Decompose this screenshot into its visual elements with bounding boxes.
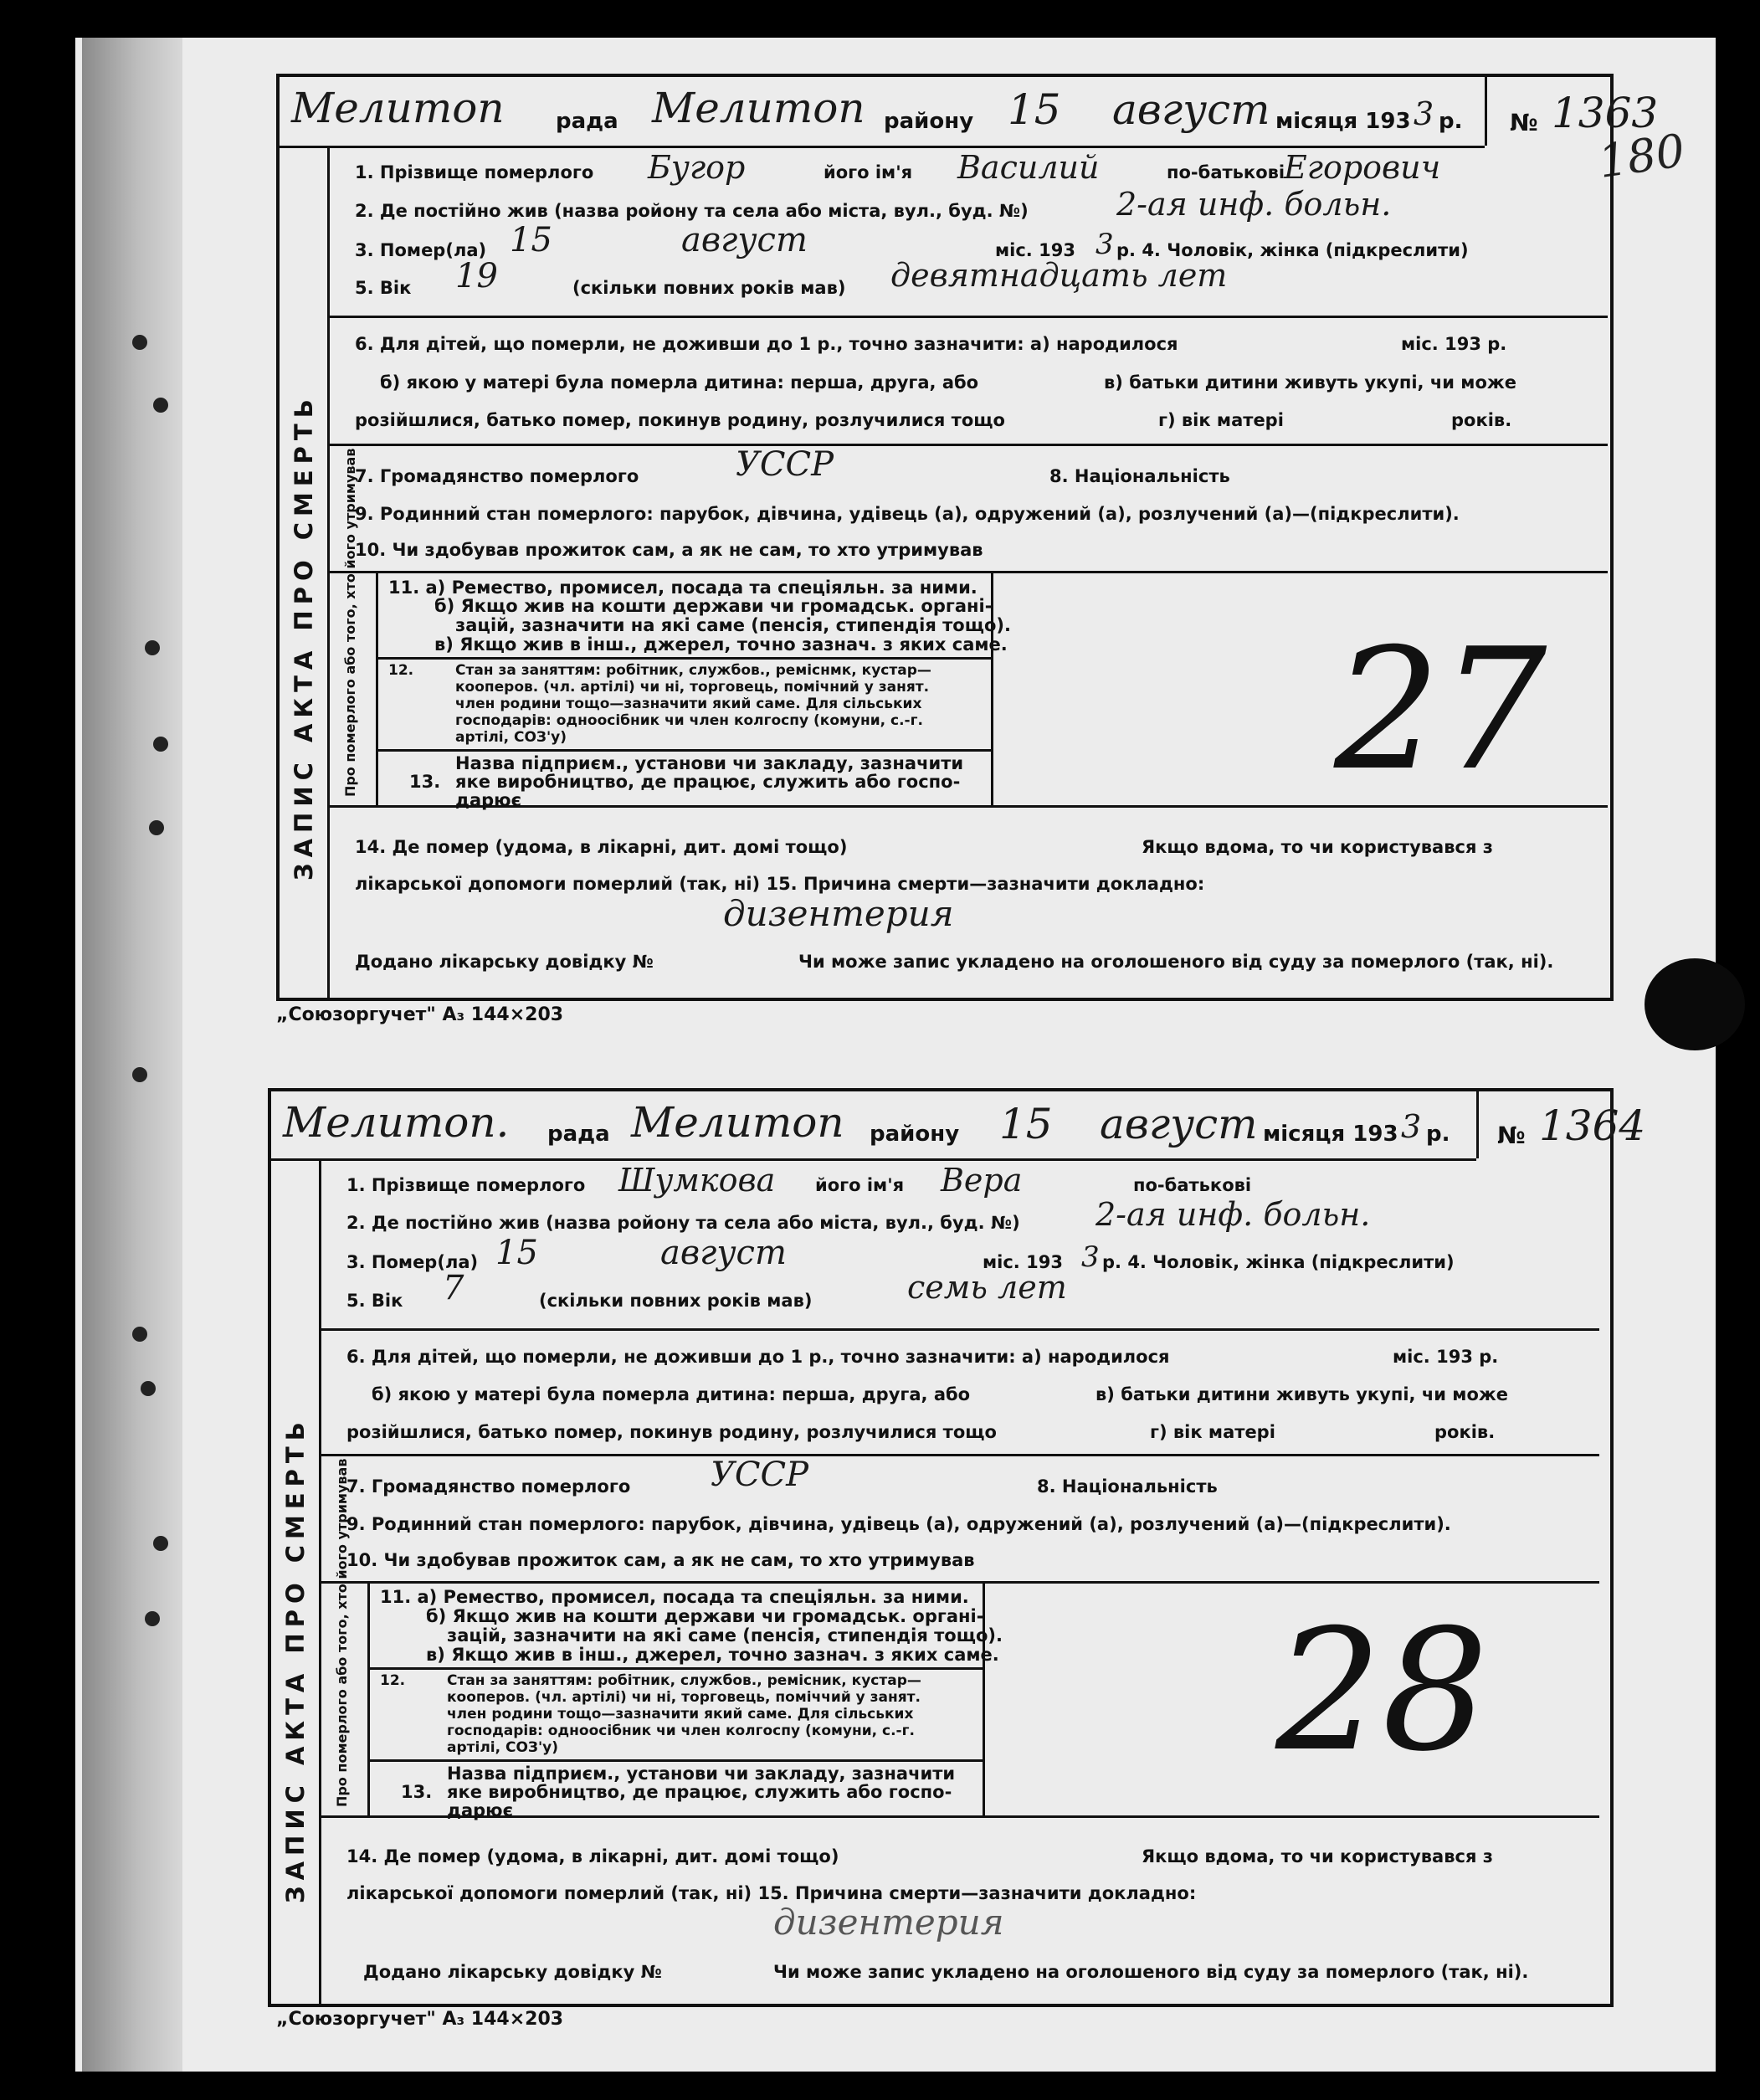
field-status-line4: господарів: одноосібник чи член колгоспу (комуни, с.-г. (447, 1723, 915, 1739)
field-marital-label: 9. Родинний стан померлого: парубок, дівчина, удівець (а), одружений (а), розлучений (а)—(підкреслити). (346, 1514, 1451, 1534)
field-age-hint: (скільки повних років мав) (572, 278, 846, 298)
punch-hole (153, 398, 168, 413)
field-other-source-label: в) Якщо жив в інш., джерел, точно зазнач. з яких саме. (426, 1645, 999, 1665)
punch-hole (153, 737, 168, 752)
field-died-label: 3. Помер(ла) (346, 1252, 479, 1272)
field-home-label: Якщо вдома, то чи користувався з (1142, 837, 1493, 857)
field-nationality-label: 8. Національність (1049, 466, 1230, 486)
field-13-num: 13. (409, 772, 441, 792)
handwritten-age: 19 (455, 257, 498, 295)
field-place-of-death-label: 14. Де помер (удома, в лікарні, дит. домі тощо) (355, 837, 848, 857)
field-certificate-label: Додано лікарську довідку № (355, 952, 654, 972)
field-state-support-label: б) Якщо жив на кошти держави чи громадськ. органі- (426, 1606, 984, 1626)
field-parents-cont: розійшлися, батько помер, покинув родину, розлучилися тощо (346, 1422, 997, 1442)
punch-hole (132, 335, 147, 350)
punch-hole (149, 820, 164, 835)
field-13-num: 13. (401, 1782, 433, 1802)
field-age-label: 5. Вік (346, 1291, 403, 1311)
handwritten-day: 15 (1008, 85, 1061, 134)
raion-label: району (884, 109, 974, 134)
punch-hole (145, 640, 160, 655)
field-status-line1: Стан за заняттям: робітник, службов., ремісник, кустар— (447, 1672, 921, 1689)
field-status-line1: Стан за заняттям: робітник, службов., реміснмк, кустар— (455, 662, 931, 679)
field-died-month-label: міс. 193 (983, 1252, 1063, 1272)
side-small-label: Про померлого або того, хто його утримував (342, 448, 358, 797)
field-parents-cont: розійшлися, батько помер, покинув родину, розлучилися тощо (355, 410, 1005, 430)
big-handwritten-number: 27 (1334, 613, 1547, 808)
field-citizenship-label: 7. Громадянство померлого (346, 1476, 631, 1497)
handwritten-died-month: август (681, 221, 808, 259)
handwritten-surname: Шумкова (618, 1162, 776, 1199)
side-title: ЗАПИС АКТА ПРО СМЕРТЬ (281, 1416, 310, 1903)
handwritten-died-day: 15 (495, 1234, 538, 1272)
field-state-support-label: б) Якщо жив на кошти держави чи громадськ. органі- (434, 596, 993, 616)
field-died-month-label: міс. 193 (995, 240, 1075, 260)
field-workplace-line3: дарює (455, 790, 522, 810)
field-age-hint: (скільки повних років мав) (539, 1291, 813, 1311)
field-marital-label: 9. Родинний стан померлого: парубок, дівчина, удівець (а), одружений (а), розлучений (а)—(підкреслити). (355, 504, 1460, 524)
binding-strip (82, 38, 182, 2072)
field-patronymic-label: по-батькові (1167, 162, 1285, 182)
field-workplace-line2: яке виробництво, де працює, служить або госпо- (455, 772, 961, 792)
handwritten-council: Мелитоп. (283, 1098, 510, 1147)
field-parents-label: в) батьки дитини живуть укупі, чи може (1096, 1384, 1509, 1404)
field-court-label: Чи може запис укладено на оголошеного від суду за померлого (так, ні). (798, 952, 1554, 972)
number-label: № (1497, 1122, 1526, 1149)
field-child-order-label: б) якою у матері була померла дитина: перша, друга, або (380, 372, 979, 393)
field-address-label: 2. Де постійно жив (назва ройону та села або міста, вул., буд. №) (355, 201, 1029, 221)
handwritten-died-month: август (660, 1234, 787, 1272)
field-name-label: його ім'я (815, 1175, 905, 1195)
field-status-line2: кооперов. (чл. артілі) чи ні, торговець, помічний у занят. (455, 679, 930, 696)
field-12-num: 12. (380, 1672, 406, 1689)
field-support-label: 10. Чи здобував прожиток сам, а як не сам, то хто утримував (346, 1550, 975, 1570)
field-years-label: років. (1434, 1422, 1496, 1442)
handwritten-address: 2-ая инф. больн. (1116, 186, 1392, 223)
r-label: р. (1426, 1122, 1450, 1147)
handwritten-age-words: семь лет (907, 1269, 1067, 1306)
handwritten-age-words: девятнадцать лет (890, 257, 1228, 294)
handwritten-surname: Бугор (648, 149, 746, 186)
field-state-support-cont: зацій, зазначити на які саме (пенсія, стипендія тощо). (455, 615, 1011, 635)
handwritten-died-year: 3 (1096, 228, 1114, 261)
rada-label: рада (547, 1122, 610, 1147)
handwritten-record-number: 1364 (1539, 1101, 1646, 1150)
pen-tip (1645, 958, 1745, 1050)
field-support-label: 10. Чи здобував прожиток сам, а як не сам, то хто утримував (355, 540, 983, 560)
field-gender-label: р. 4. Чоловік, жінка (підкреслити) (1116, 240, 1469, 260)
field-12-num: 12. (388, 662, 414, 679)
big-handwritten-number: 28 (1275, 1594, 1489, 1789)
punch-hole (132, 1067, 147, 1082)
field-name-label: його ім'я (824, 162, 913, 182)
field-child-birth-label: 6. Для дітей, що померли, не доживши до 1 р., точно зазначити: а) народилося (355, 334, 1178, 354)
death-record-form-2 (268, 1088, 1646, 2007)
punch-hole (153, 1536, 168, 1551)
field-status-line3: член родини тощо—зазначити який саме. Для сільських (447, 1706, 914, 1723)
handwritten-age: 7 (443, 1269, 464, 1307)
field-parents-label: в) батьки дитини живуть укупі, чи може (1104, 372, 1517, 393)
handwritten-year: 3 (1401, 1108, 1422, 1145)
handwritten-died-year: 3 (1081, 1240, 1100, 1274)
handwritten-name: Вера (941, 1162, 1023, 1199)
handwritten-month: август (1100, 1100, 1258, 1148)
margin-note: 180 (1595, 124, 1688, 188)
month-label: місяця 193 (1263, 1122, 1398, 1147)
handwritten-district: Мелитоп (652, 84, 865, 132)
handwritten-name: Василий (957, 149, 1100, 186)
field-status-line2: кооперов. (чл. артілі) чи ні, торговець, поміччий у занят. (447, 1689, 921, 1706)
handwritten-year: 3 (1414, 95, 1434, 132)
handwritten-day: 15 (999, 1100, 1053, 1148)
handwritten-died-day: 15 (510, 221, 552, 259)
field-citizenship-label: 7. Громадянство померлого (355, 466, 639, 486)
field-address-label: 2. Де постійно жив (назва ройону та села або міста, вул., буд. №) (346, 1213, 1020, 1233)
field-died-label: 3. Помер(ла) (355, 240, 487, 260)
field-surname-label: 1. Прізвище померлого (355, 162, 594, 182)
number-label: № (1510, 109, 1538, 136)
field-mother-age-label: г) вік матері (1150, 1422, 1275, 1442)
month-label: місяця 193 (1275, 109, 1411, 134)
r-label: р. (1439, 109, 1463, 134)
field-home-label: Якщо вдома, то чи користувався з (1142, 1846, 1493, 1866)
side-small-label: Про померлого або того, хто його утримував (334, 1458, 350, 1807)
field-patronymic-label: по-батькові (1133, 1175, 1252, 1195)
field-child-order-label: б) якою у матері була померла дитина: перша, друга, або (372, 1384, 971, 1404)
field-certificate-label: Додано лікарську довідку № (363, 1962, 662, 1982)
field-workplace-line2: яке виробництво, де працює, служить або госпо- (447, 1782, 952, 1802)
field-other-source-label: в) Якщо жив в інш., джерел, точно зазнач. з яких саме. (434, 634, 1008, 655)
handwritten-patronymic: Егорович (1284, 149, 1441, 186)
raion-label: району (870, 1122, 960, 1147)
field-child-month-label: міс. 193 р. (1393, 1347, 1499, 1367)
handwritten-cause: дизентерия (723, 893, 954, 934)
field-surname-label: 1. Прізвище померлого (346, 1175, 586, 1195)
handwritten-district: Мелитоп (631, 1098, 844, 1147)
field-state-support-cont: зацій, зазначити на які саме (пенсія, стипендія тощо). (447, 1625, 1003, 1646)
field-child-month-label: міс. 193 р. (1401, 334, 1507, 354)
handwritten-month: август (1112, 85, 1270, 134)
field-court-label: Чи може запис укладено на оголошеного від суду за померлого (так, ні). (773, 1962, 1529, 1982)
handwritten-citizenship: УССР (711, 1456, 809, 1494)
field-years-label: років. (1451, 410, 1512, 430)
handwritten-address: 2-ая инф. больн. (1096, 1196, 1371, 1233)
handwritten-citizenship: УССР (736, 445, 834, 484)
handwritten-record-number: 1363 (1552, 89, 1659, 137)
field-occupation-label: 11. а) Ремество, промисел, посада та спеціяльн. за ними. (388, 578, 977, 598)
field-occupation-label: 11. а) Ремество, промисел, посада та спеціяльн. за ними. (380, 1587, 969, 1607)
punch-hole (145, 1611, 160, 1626)
field-nationality-label: 8. Національність (1037, 1476, 1218, 1497)
handwritten-cause: дизентерия (773, 1902, 1004, 1943)
field-cause-label: лікарської допомоги померлий (так, ні) 15. Причина смерти—зазначити докладно: (346, 1883, 1197, 1903)
field-workplace-line1: Назва підприєм., установи чи закладу, зазначити (455, 753, 964, 773)
field-age-label: 5. Вік (355, 278, 412, 298)
form-footer-2: „Союзоргучет" А₃ 144×203 (276, 2009, 564, 2030)
field-workplace-line3: дарює (447, 1800, 514, 1820)
field-gender-label: р. 4. Чоловік, жінка (підкреслити) (1102, 1252, 1455, 1272)
handwritten-council: Мелитоп (291, 84, 505, 132)
field-cause-label: лікарської допомоги померлий (так, ні) 15. Причина смерти—зазначити докладно: (355, 874, 1205, 894)
field-status-line5: артілі, СОЗ'у) (447, 1739, 559, 1756)
side-title: ЗАПИС АКТА ПРО СМЕРТЬ (290, 393, 318, 881)
punch-hole (141, 1381, 156, 1396)
form-footer-1: „Союзоргучет" А₃ 144×203 (276, 1004, 564, 1025)
punch-hole (132, 1327, 147, 1342)
rada-label: рада (556, 109, 618, 134)
field-status-line3: член родини тощо—зазначити який саме. Для сільських (455, 696, 922, 712)
field-workplace-line1: Назва підприєм., установи чи закладу, зазначити (447, 1764, 956, 1784)
field-status-line5: артілі, СОЗ'у) (455, 729, 567, 746)
field-place-of-death-label: 14. Де помер (удома, в лікарні, дит. домі тощо) (346, 1846, 839, 1866)
field-status-line4: господарів: одноосібник чи член колгоспу (комуни, с.-г. (455, 712, 923, 729)
field-mother-age-label: г) вік матері (1158, 410, 1284, 430)
field-child-birth-label: 6. Для дітей, що померли, не доживши до 1 р., точно зазначити: а) народилося (346, 1347, 1170, 1367)
